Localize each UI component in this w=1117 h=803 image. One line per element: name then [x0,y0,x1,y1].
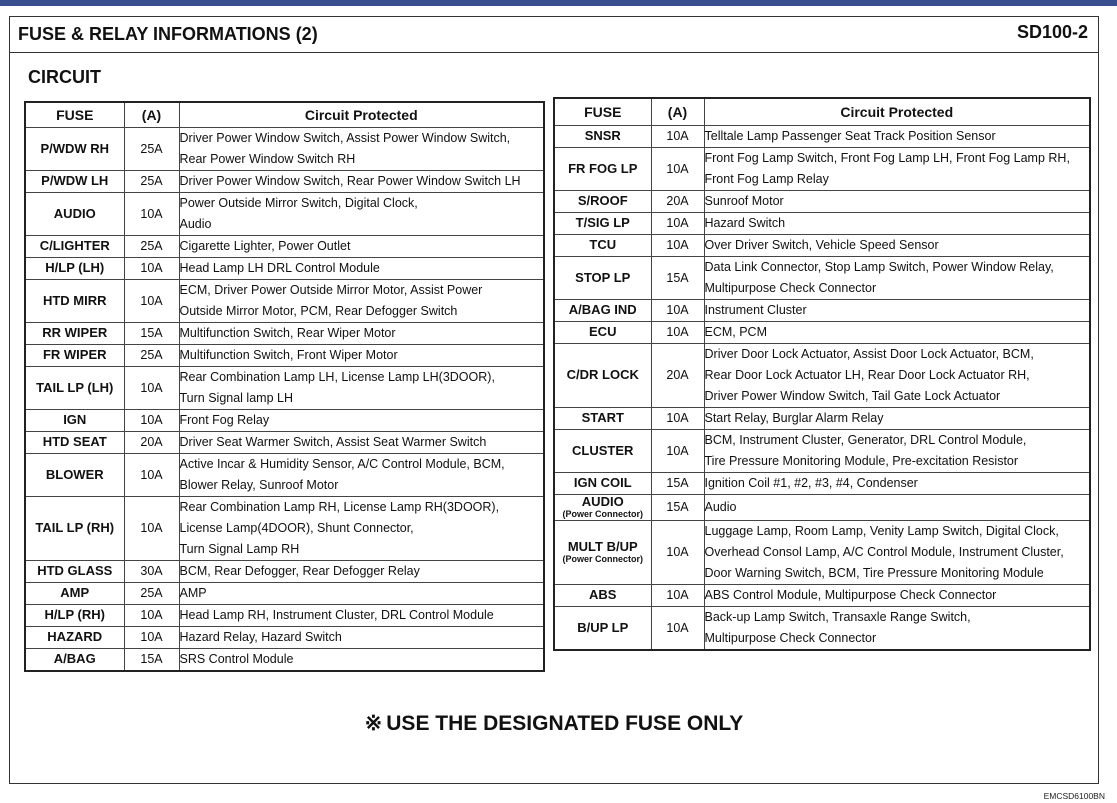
fuse-amperage: 10A [124,453,179,496]
fuse-name-text: CLUSTER [572,442,634,458]
fuse-name-text: BLOWER [45,466,104,482]
fuse-name-text: STOP LP [575,269,631,285]
circuit-protected [179,366,544,409]
circuit-line: Data Link Connector, Stop Lamp Switch, Power Window Relay, [704,259,1054,274]
fuse-name-text: C/LIGHTER [39,238,110,253]
circuit-protected [179,604,544,626]
fuse-name-text: FR FOG LP [568,160,638,176]
fuse-name-text: ABS [589,587,617,602]
circuit-line: Rear Power Window Switch RH [179,151,356,166]
circuit-protected [179,235,544,257]
circuit-line: Rear Combination Lamp RH, License Lamp RH(3DOOR), [179,499,500,514]
circuit-protected [179,192,544,235]
circuit-line: Instrument Cluster [704,302,807,317]
circuit-protected [704,606,1090,650]
circuit-protected [704,299,1090,321]
page-title: FUSE & RELAY INFORMATIONS (2) [18,24,318,44]
circuit-line: ECM, Driver Power Outside Mirror Motor, Assist Power [179,282,483,297]
designated-fuse-note [10,711,1098,736]
circuit-line: Luggage Lamp, Room Lamp, Venity Lamp Switch, Digital Clock, [704,523,1059,538]
circuit-line: Multifunction Switch, Rear Wiper Motor [179,325,396,340]
circuit-protected [704,125,1090,147]
circuit-protected [179,257,544,279]
circuit-line: Multifunction Switch, Front Wiper Motor [179,347,398,362]
fuse-table-right [553,97,1091,651]
note-text: USE THE DESIGNATED FUSE ONLY [386,712,744,735]
table-row [554,321,1090,343]
circuit-line: Driver Power Window Switch, Rear Power Window Switch LH [179,173,521,188]
table-row [554,584,1090,606]
table-row [554,256,1090,299]
fuse-name-text: START [581,410,624,425]
circuit-line: Back-up Lamp Switch, Transaxle Range Switch, [704,609,971,624]
fuse-name-text: TCU [589,237,617,252]
fuse-name [554,584,651,606]
fuse-amperage: 25A [124,127,179,170]
fuse-amperage: 15A [124,322,179,344]
fuse-name [554,125,651,147]
fuse-amperage: 10A [651,212,704,234]
circuit-protected [704,407,1090,429]
circuit-line: Cigarette Lighter, Power Outlet [179,238,351,253]
table-row [25,279,544,322]
circuit-line: Power Outside Mirror Switch, Digital Clock, [179,195,418,210]
fuse-amperage: 15A [124,648,179,671]
fuse-name-text: T/SIG LP [575,215,630,230]
table-row [25,560,544,582]
circuit-protected [179,127,544,170]
fuse-amperage: 10A [651,299,704,321]
fuse-name [554,606,651,650]
fuse-sub-label: (Power Connector) [562,553,643,564]
fuse-name-text: B/UP LP [577,619,629,635]
fuse-amperage: 10A [651,407,704,429]
circuit-protected [704,212,1090,234]
circuit-line: License Lamp(4DOOR), Shunt Connector, [179,520,414,535]
circuit-line: Blower Relay, Sunroof Motor [179,477,339,492]
fuse-name [25,604,124,626]
circuit-line: Ignition Coil #1, #2, #3, #4, Condenser [704,475,918,490]
circuit-line: Turn Signal Lamp RH [179,541,300,556]
table-row [554,343,1090,407]
image-id: EMCSD6100BN [1043,791,1105,801]
circuit-line: SRS Control Module [179,651,294,666]
fuse-amperage: 25A [124,235,179,257]
circuit-protected [704,584,1090,606]
table-row [25,604,544,626]
fuse-amperage: 10A [651,520,704,584]
fuse-name [25,257,124,279]
fuse-amperage: 20A [124,431,179,453]
circuit-line: Turn Signal lamp LH [179,390,293,405]
fuse-amperage: 10A [124,496,179,560]
fuse-amperage: 10A [651,234,704,256]
fuse-amperage: 10A [124,257,179,279]
circuit-line: Overhead Consol Lamp, A/C Control Module, Instrument Cluster, [704,544,1064,559]
fuse-amperage: 10A [651,584,704,606]
circuit-line: Rear Combination Lamp LH, License Lamp LH(3DOOR), [179,369,495,384]
fuse-amperage: 10A [651,147,704,190]
fuse-amperage: 15A [651,494,704,520]
top-border-bar [0,0,1117,6]
table-row [554,520,1090,584]
circuit-line: Driver Power Window Switch, Tail Gate Lock Actuator [704,388,1001,403]
table-row [25,235,544,257]
fuse-name [25,366,124,409]
fuse-name [25,170,124,192]
circuit-protected [179,344,544,366]
table-row [554,429,1090,472]
circuit-line: Audio [704,499,737,514]
fuse-name [554,299,651,321]
circuit-protected [704,343,1090,407]
circuit-line: Hazard Switch [704,215,786,230]
table-row [25,431,544,453]
circuit-line: Outside Mirror Motor, PCM, Rear Defogger Switch [179,303,458,318]
fuse-name [554,520,651,584]
circuit-protected [179,626,544,648]
circuit-line: AMP [179,585,207,600]
fuse-name-text: TAIL LP (RH) [35,520,115,535]
circuit-line: ECM, PCM [704,324,767,339]
fuse-name-text: A/BAG [53,651,96,666]
fuse-name [25,496,124,560]
circuit-line: Driver Power Window Switch, Assist Power Window Switch, [179,130,511,145]
circuit-line: Door Warning Switch, BCM, Tire Pressure Monitoring Module [704,565,1044,580]
table-row [554,190,1090,212]
table-row [25,453,544,496]
table-row [554,299,1090,321]
fuse-name-text: TAIL LP (LH) [36,379,114,395]
fuse-name-text: P/WDW RH [40,140,110,156]
circuit-protected [179,279,544,322]
circuit-line: Multipurpose Check Connector [704,630,877,645]
circuit-protected [704,190,1090,212]
fuse-amperage: 10A [651,429,704,472]
fuse-name-text: HTD SEAT [42,434,107,449]
fuse-name-text: C/DR LOCK [566,367,639,382]
fuse-name-text: S/ROOF [577,193,628,208]
circuit-line: Front Fog Lamp Switch, Front Fog Lamp LH, Front Fog Lamp RH, [704,150,1070,165]
circuit-protected [179,322,544,344]
fuse-amperage: 10A [124,604,179,626]
fuse-name [25,648,124,671]
fuse-name-text: SNSR [584,128,621,143]
circuit-protected [704,147,1090,190]
circuit-protected [179,453,544,496]
fuse-name-text: AUDIO [581,493,624,509]
fuse-name [554,343,651,407]
fuse-amperage: 15A [651,472,704,494]
fuse-name-text: IGN [63,412,87,427]
page-code: SD100-2 [1016,22,1088,42]
fuse-name-text: A/BAG IND [568,302,637,317]
circuit-line: Telltale Lamp Passenger Seat Track Position Sensor [704,128,996,143]
column-header-circuit: Circuit Protected [179,102,544,127]
circuit-protected [179,496,544,560]
circuit-line: Front Fog Relay [179,412,270,427]
column-header-amp: (A) [124,102,179,127]
circuit-line: Active Incar & Humidity Sensor, A/C Control Module, BCM, [179,456,505,471]
fuse-name-text: IGN COIL [573,475,632,490]
fuse-name [554,321,651,343]
circuit-line: Driver Door Lock Actuator, Assist Door Lock Actuator, BCM, [704,346,1034,361]
circuit-protected [704,256,1090,299]
table-row [554,147,1090,190]
table-row [25,257,544,279]
section-title: CIRCUIT [28,67,101,87]
fuse-name [25,344,124,366]
fuse-name-text: AMP [60,585,90,600]
circuit-line: Head Lamp LH DRL Control Module [179,260,380,275]
fuse-name [554,429,651,472]
circuit-line: Start Relay, Burglar Alarm Relay [704,410,884,425]
circuit-protected [704,321,1090,343]
fuse-name-text: H/LP (RH) [44,607,105,622]
table-row [25,582,544,604]
fuse-name [25,431,124,453]
fuse-name [25,453,124,496]
circuit-protected [179,560,544,582]
circuit-line: Sunroof Motor [704,193,784,208]
fuse-amperage: 20A [651,343,704,407]
circuit-line: Rear Door Lock Actuator LH, Rear Door Lock Actuator RH, [704,367,1030,382]
table-row [554,494,1090,520]
fuse-name-text: P/WDW LH [41,173,109,188]
fuse-amperage: 25A [124,170,179,192]
circuit-line: Front Fog Lamp Relay [704,171,829,186]
table-row [554,606,1090,650]
table-row [25,322,544,344]
circuit-protected [179,409,544,431]
table-row [554,125,1090,147]
table-row [25,366,544,409]
circuit-protected [179,170,544,192]
fuse-name [25,192,124,235]
table-row [25,626,544,648]
column-header-fuse: FUSE [554,98,651,125]
fuse-name [25,127,124,170]
circuit-protected [704,429,1090,472]
circuit-protected [704,234,1090,256]
fuse-name-text: AUDIO [53,205,96,221]
fuse-amperage: 10A [124,279,179,322]
fuse-amperage: 10A [651,321,704,343]
fuse-table-left [24,101,545,672]
fuse-amperage: 10A [124,409,179,431]
circuit-line: Driver Seat Warmer Switch, Assist Seat Warmer Switch [179,434,487,449]
fuse-amperage: 25A [124,344,179,366]
title-row [10,17,1098,53]
table-row [554,212,1090,234]
circuit-line: Tire Pressure Monitoring Module, Pre-excitation Resistor [704,453,1019,468]
table-row [25,170,544,192]
fuse-name-text: MULT B/UP [567,538,638,554]
circuit-protected [704,472,1090,494]
table-row [25,648,544,671]
fuse-name-text: ECU [589,324,617,339]
table-row [25,496,544,560]
fuse-name [25,560,124,582]
fuse-name [554,212,651,234]
fuse-amperage: 10A [124,192,179,235]
fuse-amperage: 10A [651,125,704,147]
fuse-name-text: H/LP (LH) [45,260,105,275]
fuse-name-text: HTD GLASS [37,563,113,578]
column-header-fuse: FUSE [25,102,124,127]
fuse-name-text: RR WIPER [42,325,108,340]
fuse-name [25,279,124,322]
table-row [25,409,544,431]
fuse-name [554,234,651,256]
circuit-line: Multipurpose Check Connector [704,280,877,295]
document-frame [9,16,1099,784]
reference-mark: ※ [364,712,383,735]
fuse-name [554,494,651,520]
circuit-line: Head Lamp RH, Instrument Cluster, DRL Control Module [179,607,494,622]
table-row [554,407,1090,429]
fuse-amperage: 15A [651,256,704,299]
table-row [25,127,544,170]
fuse-name [554,190,651,212]
circuit-line: BCM, Rear Defogger, Rear Defogger Relay [179,563,420,578]
table-row [554,234,1090,256]
circuit-protected [704,494,1090,520]
fuse-name [554,256,651,299]
fuse-amperage: 30A [124,560,179,582]
fuse-name [25,409,124,431]
fuse-name-text: HAZARD [47,629,103,644]
circuit-protected [179,431,544,453]
circuit-line: ABS Control Module, Multipurpose Check Connector [704,587,997,602]
fuse-name [554,147,651,190]
column-header-amp: (A) [651,98,704,125]
circuit-protected [704,520,1090,584]
circuit-protected [179,648,544,671]
fuse-amperage: 20A [651,190,704,212]
fuse-amperage: 10A [124,366,179,409]
fuse-amperage: 10A [124,626,179,648]
fuse-name [25,322,124,344]
fuse-amperage: 10A [651,606,704,650]
circuit-line: Audio [179,216,212,231]
table-row [25,192,544,235]
fuse-name [25,582,124,604]
fuse-name-text: HTD MIRR [42,292,107,308]
column-header-circuit: Circuit Protected [704,98,1090,125]
circuit-line: Over Driver Switch, Vehicle Speed Sensor [704,237,939,252]
circuit-protected [179,582,544,604]
fuse-name [25,235,124,257]
fuse-amperage: 25A [124,582,179,604]
circuit-line: BCM, Instrument Cluster, Generator, DRL Control Module, [704,432,1027,447]
table-row [25,344,544,366]
fuse-name [25,626,124,648]
table-row [554,472,1090,494]
fuse-name [554,472,651,494]
fuse-name [554,407,651,429]
circuit-line: Hazard Relay, Hazard Switch [179,629,342,644]
fuse-name-text: FR WIPER [42,347,107,362]
fuse-sub-label: (Power Connector) [562,508,643,519]
